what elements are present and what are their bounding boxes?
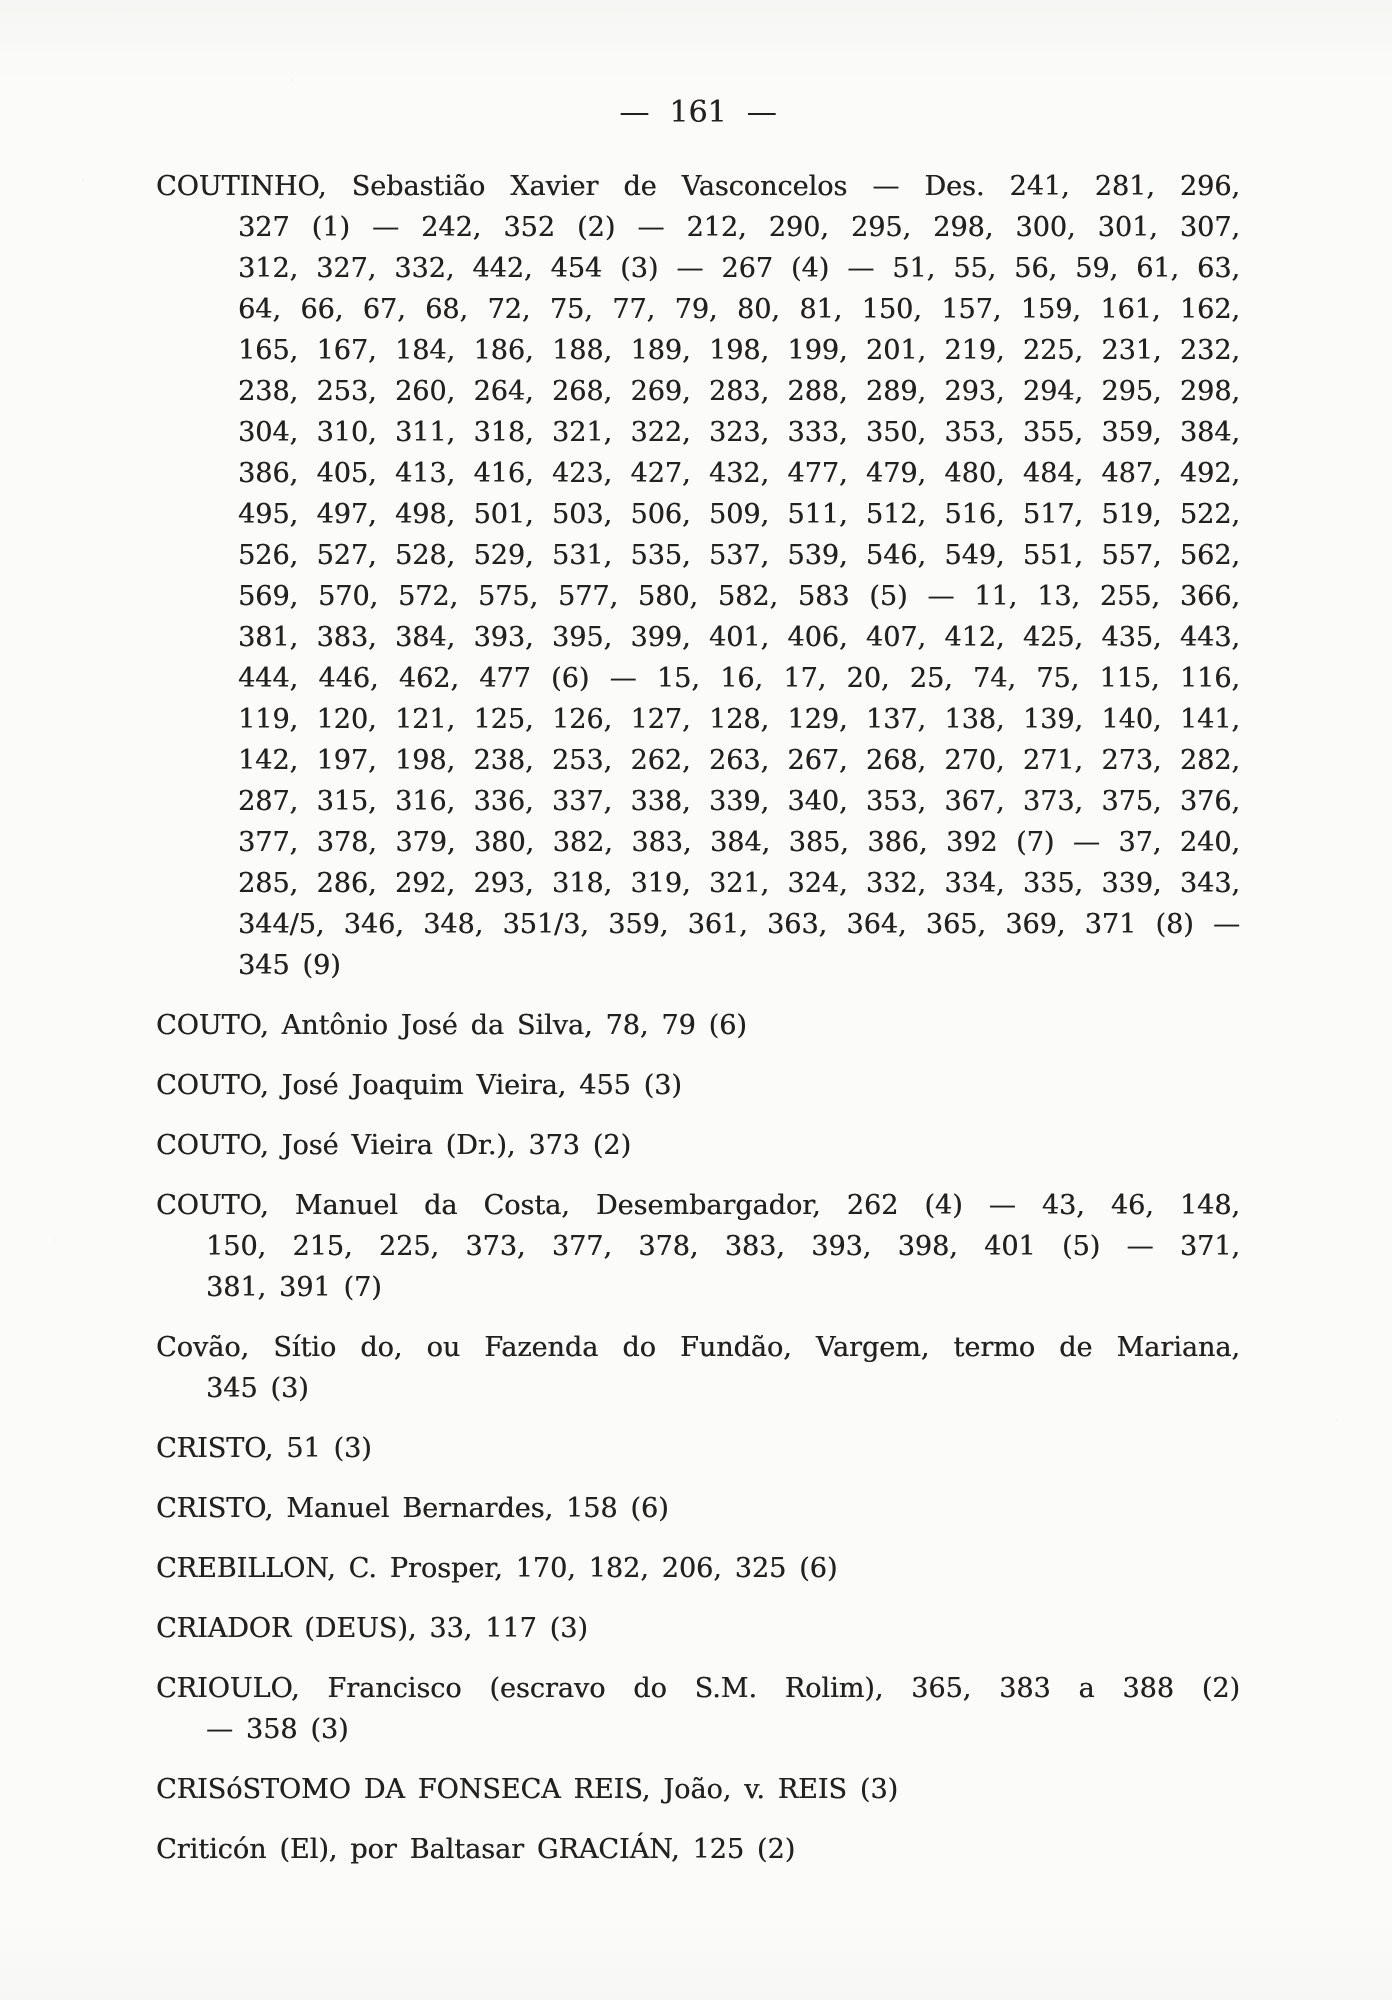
index-entry-line: 142, 197, 198, 238, 253, 262, 263, 267, 268, 270, 271, 273, 282,: [238, 745, 1240, 776]
index-entry-line: 495, 497, 498, 501, 503, 506, 509, 511, 512, 516, 517, 519, 522,: [238, 499, 1240, 530]
index-entry-line: COUTO, José Joaquim Vieira, 455 (3): [156, 1070, 682, 1101]
index-entry: [156, 166, 1240, 986]
index-entry-line: COUTO, José Vieira (Dr.), 373 (2): [156, 1130, 631, 1161]
index-entry: [156, 1608, 1240, 1649]
index-entry-line: 381, 391 (7): [206, 1272, 382, 1303]
index-entry-line: COUTO, Antônio José da Silva, 78, 79 (6): [156, 1010, 747, 1041]
index-entry-line: CRISTO, Manuel Bernardes, 158 (6): [156, 1493, 669, 1524]
index-entry: [156, 1769, 1240, 1810]
index-entry-line: COUTINHO, Sebastião Xavier de Vasconcelos — Des. 241, 281, 296,: [156, 171, 1240, 202]
index-entry-line: 344/5, 346, 348, 351/3, 359, 361, 363, 364, 365, 369, 371 (8) —: [238, 909, 1240, 940]
index-entry-line: 238, 253, 260, 264, 268, 269, 283, 288, 289, 293, 294, 295, 298,: [238, 376, 1240, 407]
index-entry: [156, 1548, 1240, 1589]
index-entry-line: 381, 383, 384, 393, 395, 399, 401, 406, 407, 412, 425, 435, 443,: [238, 622, 1240, 653]
index-entry-line: 345 (3): [206, 1373, 309, 1404]
index-entry-line: 327 (1) — 242, 352 (2) — 212, 290, 295, 298, 300, 301, 307,: [238, 212, 1240, 243]
index-entry-line: Criticón (El), por Baltasar GRACIÁN, 125 (2): [156, 1834, 796, 1865]
index-entry: [156, 1829, 1240, 1870]
index-entry-line: CRISóSTOMO DA FONSECA REIS, João, v. REIS (3): [156, 1774, 899, 1805]
index-entry-line: 526, 527, 528, 529, 531, 535, 537, 539, 546, 549, 551, 557, 562,: [238, 540, 1240, 571]
index-entry: [156, 1185, 1240, 1308]
index-entry: [156, 1005, 1240, 1046]
index-entry-line: Covão, Sítio do, ou Fazenda do Fundão, Vargem, termo de Mariana,: [156, 1332, 1240, 1363]
index-entry-line: 444, 446, 462, 477 (6) — 15, 16, 17, 20, 25, 74, 75, 115, 116,: [238, 663, 1240, 694]
index-entry-line: CRIADOR (DEUS), 33, 117 (3): [156, 1613, 588, 1644]
index-entry: [156, 1327, 1240, 1409]
index-entry-line: 304, 310, 311, 318, 321, 322, 323, 333, 350, 353, 355, 359, 384,: [238, 417, 1240, 448]
index-entries: [156, 166, 1240, 1889]
index-entry-line: COUTO, Manuel da Costa, Desembargador, 262 (4) — 43, 46, 148,: [156, 1190, 1240, 1221]
index-entry: [156, 1668, 1240, 1750]
index-entry-line: 165, 167, 184, 186, 188, 189, 198, 199, 201, 219, 225, 231, 232,: [238, 335, 1240, 366]
index-entry-line: 312, 327, 332, 442, 454 (3) — 267 (4) — 51, 55, 56, 59, 61, 63,: [238, 253, 1240, 284]
index-entry-line: — 358 (3): [206, 1714, 349, 1745]
index-entry-line: 64, 66, 67, 68, 72, 75, 77, 79, 80, 81, 150, 157, 159, 161, 162,: [238, 294, 1240, 325]
index-entry-line: CREBILLON, C. Prosper, 170, 182, 206, 325 (6): [156, 1553, 838, 1584]
index-entry-line: 150, 215, 225, 373, 377, 378, 383, 393, 398, 401 (5) — 371,: [206, 1231, 1240, 1262]
index-entry: [156, 1488, 1240, 1529]
index-entry-line: CRIOULO, Francisco (escravo do S.M. Rolim), 365, 383 a 388 (2): [156, 1673, 1240, 1704]
index-entry-line: 386, 405, 413, 416, 423, 427, 432, 477, 479, 480, 484, 487, 492,: [238, 458, 1240, 489]
index-entry-line: 285, 286, 292, 293, 318, 319, 321, 324, 332, 334, 335, 339, 343,: [238, 868, 1240, 899]
index-entry-line: 119, 120, 121, 125, 126, 127, 128, 129, 137, 138, 139, 140, 141,: [238, 704, 1240, 735]
index-entry: [156, 1065, 1240, 1106]
index-entry-line: CRISTO, 51 (3): [156, 1433, 372, 1464]
index-entry-line: 377, 378, 379, 380, 382, 383, 384, 385, 386, 392 (7) — 37, 240,: [238, 827, 1240, 858]
index-entry: [156, 1125, 1240, 1166]
index-entry-line: 345 (9): [238, 950, 341, 981]
page-number-header: — 161 —: [619, 95, 777, 130]
index-entry-line: 569, 570, 572, 575, 577, 580, 582, 583 (5) — 11, 13, 255, 366,: [238, 581, 1240, 612]
index-entry-line: 287, 315, 316, 336, 337, 338, 339, 340, 353, 367, 373, 375, 376,: [238, 786, 1240, 817]
index-entry: [156, 1428, 1240, 1469]
